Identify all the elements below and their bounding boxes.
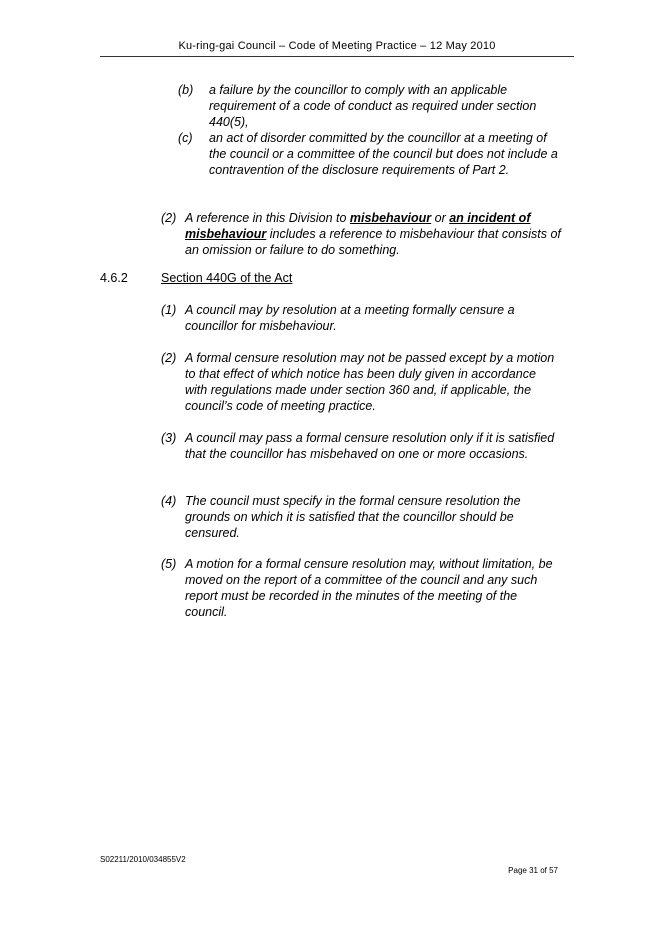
section-title: Section 440G of the Act [161,271,293,285]
clause-label: (2) [161,351,177,365]
page-header: Ku-ring-gai Council – Code of Meeting Practice – 12 May 2010 [178,40,496,52]
defined-term-incident: an incident of misbehaviour [185,211,531,241]
list-item-text: a failure by the councillor to comply with an applicable requirement of a code of conduct as required under section 440(5), [209,83,537,129]
clause-label: (5) [161,557,177,571]
clause-text [185,210,561,258]
list-item-label: (c) [178,131,193,145]
page-number: Page 31 of 57 [508,866,558,875]
clause-text-part: or [431,211,450,225]
clause-label: (2) [161,211,177,225]
clause-text: A formal censure resolution may not be passed except by a motion to that effect of which notice has been duly given in accordance with regulations made under section 360 and, if applicable, the council’s code of meeting practice. [185,351,555,413]
clause-text: The council must specify in the formal censure resolution the grounds on which it is satisfied that the councillor should be censured. [185,494,521,540]
clause-label: (3) [161,431,177,445]
section-number: 4.6.2 [100,271,128,285]
clause-text-part: A reference in this Division to [185,211,350,225]
header-divider [100,56,574,57]
clause-text-part: includes a reference to misbehaviour that consists of an omission or failure to do something. [185,227,561,257]
clause-text: A motion for a formal censure resolution may, without limitation, be moved on the report of a committee of the council and any such report must be recorded in the minutes of the meeting of the council. [185,557,553,619]
document-reference: S02211/2010/034855V2 [100,855,186,864]
clause-label: (1) [161,303,177,317]
clause-text: A council may pass a formal censure resolution only if it is satisfied that the councillor has misbehaved on one or more occasions. [185,431,555,461]
list-item-label: (b) [178,83,194,97]
clause-text: A council may by resolution at a meeting formally censure a councillor for misbehaviour. [185,303,515,333]
list-item-text: an act of disorder committed by the councillor at a meeting of the council or a committee of the council but does not include a contravention of the disclosure requirements of Part 2. [209,131,558,177]
defined-term-misbehaviour: misbehaviour [349,211,432,225]
clause-label: (4) [161,494,177,508]
